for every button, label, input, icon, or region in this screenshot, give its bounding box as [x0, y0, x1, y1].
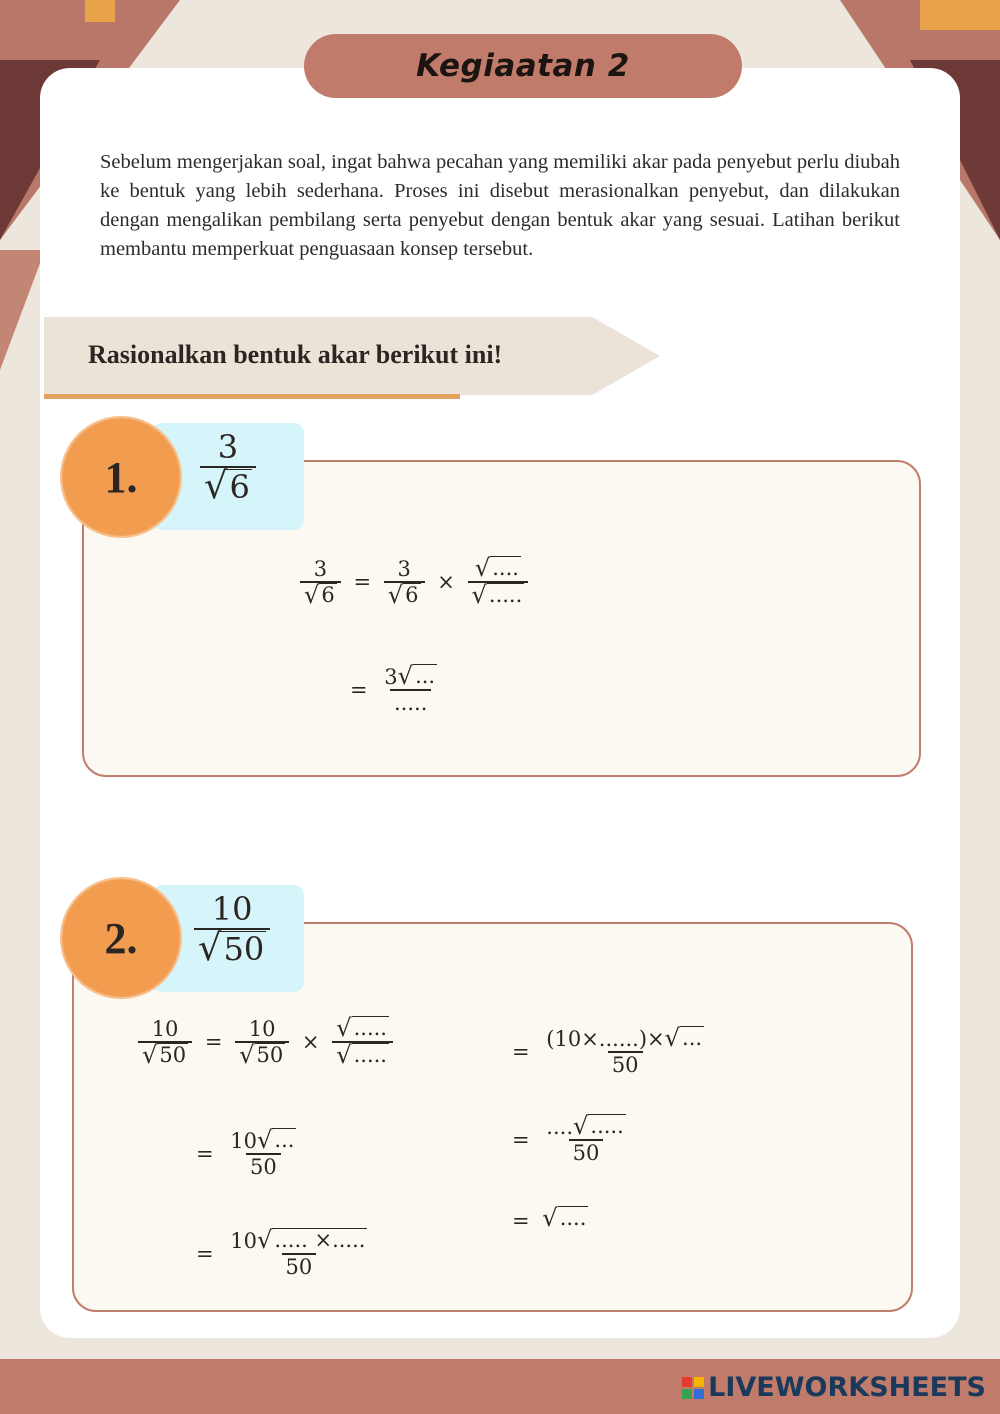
sqrt-symbol: √: [204, 464, 228, 507]
blank-input[interactable]: ....: [492, 556, 519, 581]
liveworksheets-logo: [682, 1372, 986, 1403]
equals-sign: =: [196, 1241, 214, 1266]
sqrt-symbol: √: [474, 554, 491, 582]
step-radicand: 50: [159, 1042, 187, 1067]
step-denominator: 50: [569, 1139, 604, 1165]
equals-sign: =: [350, 677, 368, 702]
sqrt-symbol: √: [257, 1226, 273, 1254]
banner-underline: [44, 394, 460, 399]
sqrt-symbol: √: [336, 1014, 352, 1042]
problem-1-step-2: [344, 664, 441, 715]
step-numerator: 3: [397, 556, 411, 581]
equals-sign: =: [353, 570, 372, 594]
step-denominator: 50: [282, 1253, 317, 1279]
decor-orange-strip-left: [85, 0, 115, 22]
page-title: Kegiaatan 2: [416, 48, 630, 84]
blank-input[interactable]: .....: [488, 583, 523, 608]
sqrt-symbol: √: [198, 926, 222, 969]
problem-2-step-5: [506, 1114, 630, 1165]
sqrt-symbol: √: [387, 580, 404, 609]
blank-input[interactable]: .....: [590, 1114, 624, 1139]
blank-input[interactable]: ...: [682, 1026, 703, 1051]
step-coefficient: 10: [230, 1229, 258, 1253]
sqrt-symbol: √: [664, 1024, 681, 1052]
problem-2-numerator: 10: [211, 890, 253, 928]
step-numerator: 10: [248, 1016, 276, 1041]
step-coefficient: 10: [230, 1129, 258, 1153]
blank-input[interactable]: .....: [353, 1016, 387, 1041]
sqrt-symbol: √: [471, 581, 487, 609]
problem-2-badge: [62, 879, 180, 997]
blank-input[interactable]: .....: [353, 1043, 387, 1068]
blank-input[interactable]: ...: [274, 1128, 295, 1153]
step-radicand: 50: [256, 1042, 284, 1067]
sqrt-symbol: √: [397, 662, 414, 690]
sqrt-symbol: √: [336, 1041, 352, 1069]
title-pill: [304, 34, 742, 98]
sqrt-symbol: √: [257, 1126, 273, 1154]
problem-2-question: [194, 890, 270, 968]
problem-2-step-4: [506, 1026, 708, 1077]
equals-sign: =: [512, 1208, 530, 1233]
step-numerator: 3: [313, 556, 328, 581]
sqrt-symbol: √: [542, 1204, 558, 1232]
problem-1-number: 1.: [104, 452, 138, 502]
sqrt-symbol: √: [573, 1112, 589, 1140]
problem-2-step-3: [190, 1228, 371, 1279]
blank-input[interactable]: ..... ×.....: [274, 1228, 366, 1253]
times-sign: ×: [301, 1030, 320, 1054]
problem-1-badge: [62, 418, 180, 536]
sqrt-symbol: √: [142, 1040, 158, 1069]
instruction-text: Rasionalkan bentuk akar berikut ini!: [88, 340, 503, 369]
step-denominator: 50: [608, 1051, 643, 1077]
equals-sign: =: [512, 1039, 530, 1064]
step-radicand: 6: [405, 582, 419, 607]
step-radicand: 6: [321, 582, 335, 607]
intro-paragraph: Sebelum mengerjakan soal, ingat bahwa pecahan yang memiliki akar pada penyebut perlu diubah ke bentuk yang lebih sederhana. Proses ini disebut merasionalkan penyebut, dan dilakukan dengan mengalikan pembilang serta penyebut dengan bentuk akar yang sesuai. Latihan berikut membantu memperkuat penguasaan konsep tersebut.: [100, 151, 900, 260]
blank-input[interactable]: (10×......)×: [546, 1027, 665, 1051]
equals-sign: =: [196, 1141, 214, 1166]
problem-1-step-1: [300, 556, 528, 608]
blank-input[interactable]: ....: [559, 1206, 587, 1231]
blank-input[interactable]: .....: [390, 689, 431, 715]
decor-corner-left-small: [0, 250, 45, 370]
problem-2-radicand: 50: [223, 929, 265, 968]
blank-input[interactable]: ...: [415, 664, 436, 689]
sqrt-symbol: √: [304, 580, 320, 609]
liveworksheets-brand: LIVEWORKSHEETS: [708, 1372, 986, 1403]
step-numerator: 10: [151, 1016, 179, 1041]
problem-1-question: [200, 428, 256, 506]
problem-2-step-1: [138, 1016, 393, 1068]
problem-2-number: 2.: [104, 913, 138, 963]
blank-input[interactable]: ....: [546, 1115, 573, 1139]
liveworksheets-logo-icon: [682, 1377, 704, 1399]
equals-sign: =: [512, 1127, 530, 1152]
problem-2-step-6: [506, 1206, 588, 1233]
sqrt-symbol: √: [239, 1040, 255, 1069]
problem-2-step-2: [190, 1128, 300, 1179]
step-denominator: 50: [246, 1153, 281, 1179]
step-coefficient: 3: [384, 665, 398, 689]
times-sign: ×: [437, 570, 455, 594]
decor-orange-strip-right: [920, 0, 1000, 30]
problem-1-radicand: 6: [229, 467, 250, 506]
problem-1-numerator: 3: [217, 428, 239, 466]
equals-sign: =: [204, 1030, 223, 1054]
